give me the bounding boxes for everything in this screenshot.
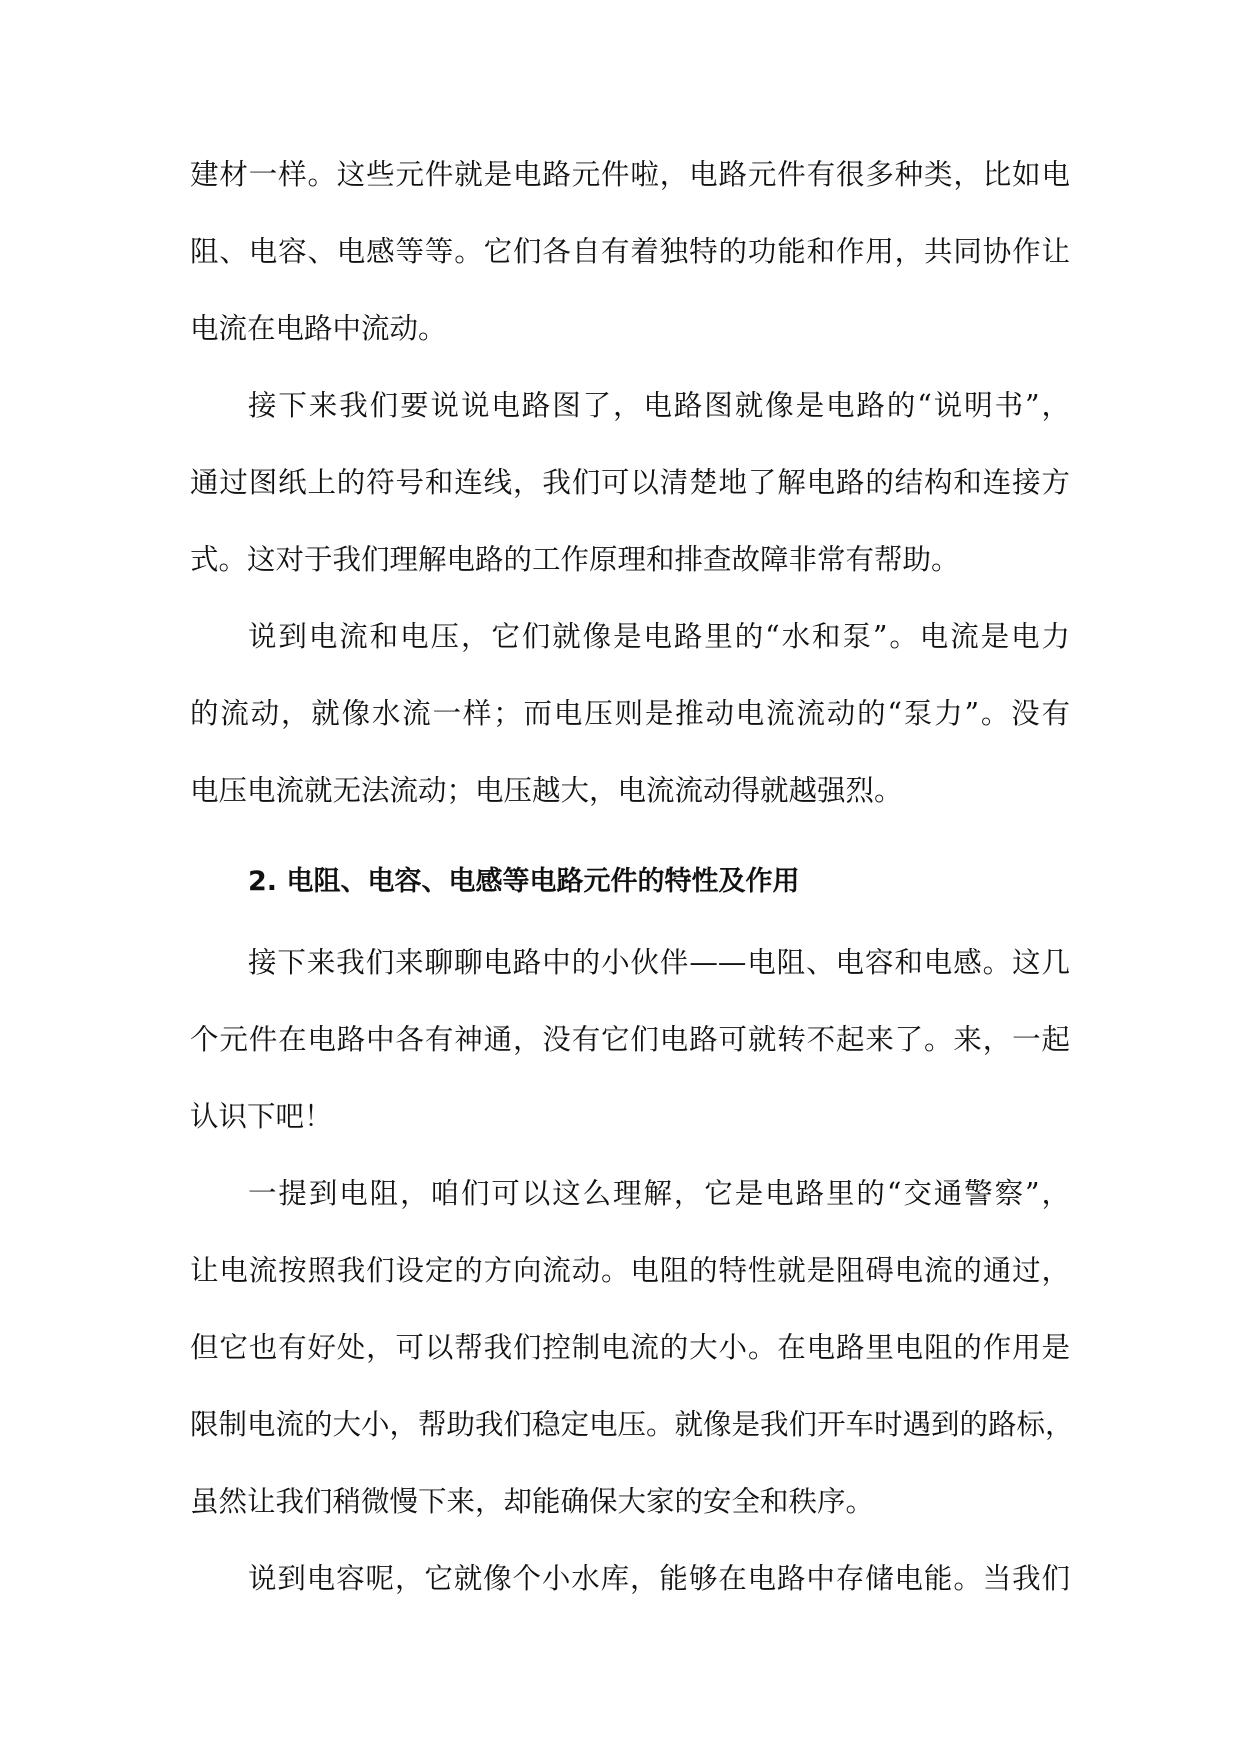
section-paragraph-1-line-1: 接下来我们来聊聊电路中的小伙伴——电阻、电容和电感。这几 [248,946,1070,979]
section-heading: 2. 电阻、电容、电感等电路元件的特性及作用 [248,866,800,897]
paragraph-1-line-2: 阻、电容、电感等等。它们各自有着独特的功能和作用，共同协作让 [190,235,1070,268]
paragraph-2-line-2: 通过图纸上的符号和连线，我们可以清楚地了解电路的结构和连接方 [190,466,1070,499]
paragraph-2-line-3: 式。这对于我们理解电路的工作原理和排查故障非常有帮助。 [190,543,960,576]
section-paragraph-2-line-4: 限制电流的大小，帮助我们稳定电压。就像是我们开车时遇到的路标， [190,1408,1074,1441]
section-paragraph-2-line-2: 让电流按照我们设定的方向流动。电阻的特性就是阻碍电流的通过， [190,1254,1070,1287]
paragraph-1-line-1: 建材一样。这些元件就是电路元件啦，电路元件有很多种类，比如电 [190,158,1070,191]
paragraph-3-line-1: 说到电流和电压，它们就像是电路里的“水和泵”。电流是电力 [248,620,1070,653]
paragraph-3-line-3: 电压电流就无法流动；电压越大，电流流动得就越强烈。 [190,774,903,807]
paragraph-1-line-3: 电流在电路中流动。 [190,312,447,345]
section-paragraph-2-line-5: 虽然让我们稍微慢下来，却能确保大家的安全和秩序。 [190,1485,875,1518]
section-paragraph-1-line-2: 个元件在电路中各有神通，没有它们电路可就转不起来了。来，一起 [190,1023,1070,1056]
section-paragraph-1-line-3: 认识下吧！ [190,1100,333,1133]
section-paragraph-2-line-1: 一提到电阻，咱们可以这么理解，它是电路里的“交通警察”， [248,1177,1070,1210]
section-paragraph-3-line-1: 说到电容呢，它就像个小水库，能够在电路中存储电能。当我们 [248,1562,1070,1595]
paragraph-3-line-2: 的流动，就像水流一样；而电压则是推动电流流动的“泵力”。没有 [190,697,1070,730]
section-paragraph-2-line-3: 但它也有好处，可以帮我们控制电流的大小。在电路里电阻的作用是 [190,1331,1070,1364]
paragraph-2-line-1: 接下来我们要说说电路图了，电路图就像是电路的“说明书”， [248,389,1070,422]
